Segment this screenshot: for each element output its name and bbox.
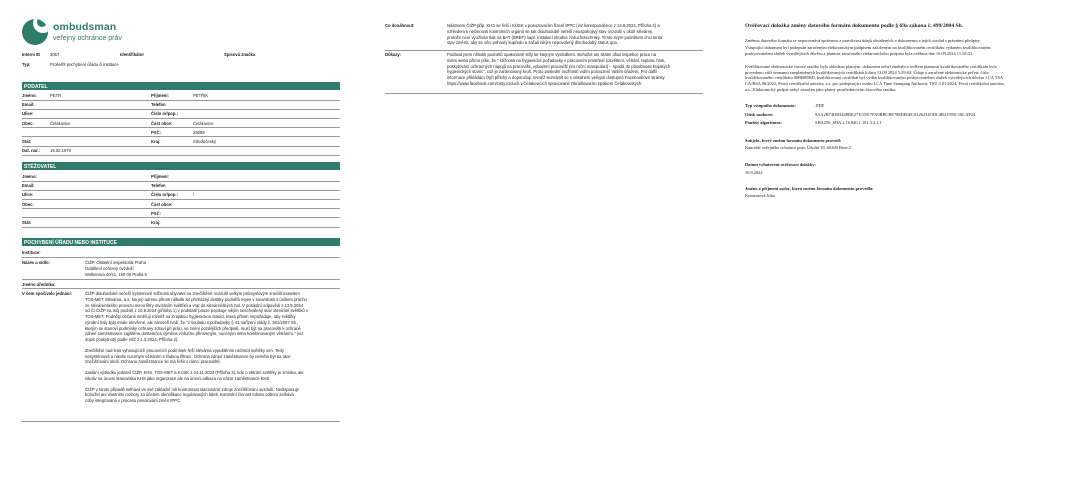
divider: [385, 50, 703, 51]
text-line: ČIŽP dlouhodobě nečeší systémově stížnosti obyvatel na znečištěné ovzduší velkým průmyslovým znečišťovatelem: [85, 291, 300, 296]
person-label: Jméno a příjmení osoby, která změnu formátu dokumentu provedla:: [745, 186, 874, 191]
conduct-paragraph: [85, 291, 345, 343]
divider: [385, 93, 703, 94]
conduct-label: V čem spočívalo jednání:: [22, 291, 73, 296]
ombudsman-logo-icon: [22, 19, 48, 45]
text-line: ze slévárenského provozu mimo filtry otvíráním světlíků a vrat do slévárenských hal. V poslední odpovědi z 13.9.2024: [85, 302, 304, 308]
field-value: 19.02.1976: [50, 148, 71, 154]
conduct-paragraph: [85, 370, 345, 382]
internal-id-label: Interní ID: [22, 52, 41, 57]
text-line: poskytování ochranných nápojů na pracovišti, vybavení pracovišť pro ruční manipulaci) – spadá do působnosti krajských: [447, 63, 671, 69]
field-label: Ulice:: [22, 111, 34, 117]
person-value: Komzarová Jitka: [745, 193, 775, 198]
field-label: Příjmení:: [151, 174, 169, 179]
field-value: /: [193, 192, 195, 198]
divider: [22, 257, 340, 258]
evidence-text: [447, 52, 703, 87]
verification-para-3: [745, 64, 1050, 93]
internal-id-value: 3057: [50, 52, 60, 57]
divider: [22, 155, 340, 156]
institution-name-label: Název a sídlo:: [22, 260, 50, 265]
field-label: Telefon: [151, 102, 166, 108]
file-mark-label: Spisová značka: [224, 52, 256, 57]
text-line: znečišťování okolí. Ochrana zaměstnance se má řešit v rámci pracoviště.: [85, 359, 221, 365]
fingerprint-value: 9AA2B74DB3448DE271C0917FA0BBCBE788DE6EC8126234ODC4B21595C18CAF24: [815, 112, 976, 117]
text-line: ČIŽP v tomto případě selhává ve své základní roli kontrolovat stacionární zdroje znečišťování ovzduší. Nedisponuje: [85, 386, 300, 392]
divider: [22, 288, 340, 289]
divider: [22, 190, 340, 191]
fingerprint-label: Otisk souboru:: [745, 112, 774, 117]
text-line: od ČI ČIŽP na můj podnět z 10.8.2024 (příloha 1) v podstatě pouze popisuje nikým neschválený stav otevírání světlíků v: [85, 308, 308, 314]
text-line: kvalifikovaného certifikátu 00BB0D8D, kvalifikovaný certifikát byl vydán kvalifikovaným poskytovatelem služeb vytvářejících důvěru I.CA TSA: [745, 75, 1004, 81]
verification-title: Ověřovací doložka změny datového formátu dokumentu podle § 69a zákona č. 499/2004 Sb.: [745, 23, 964, 29]
text-line: a.s.. Elektronický podpis nebyl označen jako platný prostřednictvím časového razítka.: [745, 86, 897, 92]
input-type-value: .PDF: [815, 103, 825, 108]
field-label: Příjmení:: [151, 93, 169, 98]
brand-title: ombudsman: [53, 21, 117, 34]
divider: [22, 136, 340, 137]
text-line: https://www.facebook.com/cisty.vzduch.v.Celakovicich spravované Okrašlovacím spolkem Čelákovických.: [447, 80, 643, 86]
text-line: Nástroem ČIŽP příp. KHS se řeší i KÚSK v posuzovacím řízení IPPC (viz korespondence z 13.8.2024, Příloha 4) a: [447, 23, 660, 28]
field-value: Středočeský: [193, 139, 217, 144]
text-line: coby integrovaná v procesu povolování změn IPPC.: [85, 398, 182, 403]
field-value: PETR: [50, 93, 62, 98]
subject-label: Subjekt, který změnu formátu dokumentu provedl:: [745, 138, 842, 143]
field-label: Číslo or/pop.:: [151, 192, 178, 198]
field-label: Jméno:: [22, 174, 37, 179]
verification-para-1: [745, 38, 1050, 44]
field-label: Stát:: [22, 139, 32, 144]
text-line: stav změnit, aby se věci pohnuly kupředu a začali nikým nepovolený dlouhodobý status quo.: [447, 40, 619, 46]
text-line: Změnou datového formátu se neporovnává správnost a pravdivost údajů obsažených v dokumentu a jejich soulad s právními předpisy.: [745, 38, 981, 43]
conduct-text: [85, 291, 345, 404]
institution-name-line: Oddělení ochrany ovzduší: [85, 265, 134, 271]
divider: [22, 181, 340, 182]
brand-subtitle: veřejný ochránce práv: [53, 34, 122, 42]
divider: [22, 118, 340, 119]
field-label: Dat. nar.:: [22, 148, 40, 154]
field-label: Obec:: [22, 120, 34, 126]
page-3: [720, 0, 1080, 500]
field-label: Telefon: [151, 183, 166, 189]
reached-label: Co dosáhnout:: [385, 23, 415, 28]
institution-name: [85, 260, 147, 277]
text-line: Zaslání výsledku jednání ČIŽP, KHS, TOS-MET a KÚSK z 24.11.2023 (Příloha 3), kde o větrání světlíky je zmínka, ale: [85, 370, 304, 375]
official-label: Jméno úředníka:: [22, 282, 56, 287]
input-type-label: Typ vstupního dokumentu:: [745, 103, 796, 108]
text-line: provedeno vůči seznamu zneplatněných kvalifikovaných certifikátů k datu 13.09.2024 5:59:04. Údaje o zaručené elektronické pečeti: číslo: [745, 69, 989, 75]
evidence-label: Důkazy:: [385, 52, 402, 57]
conduct-paragraph: [85, 348, 345, 365]
text-line: bohužel ani vlastními rozbory za účelem identifikace regulovaných látek. Kontrolní činnost tohoto odboru selhává: [85, 392, 294, 398]
date-label: Datum vyhotovení ověřovací doložky:: [745, 162, 816, 167]
text-line: nikoliv na úrovni stanoviska KHS jako organizace ale na úrovni odkazu na názor zaměstnance KHS.: [85, 375, 271, 381]
divider: [22, 421, 340, 422]
conduct-paragraph: [85, 387, 345, 404]
field-label: PSČ:: [151, 129, 162, 135]
field-label: Jméno:: [22, 93, 37, 98]
divider: [22, 199, 340, 200]
verification-para-2: [745, 45, 1050, 56]
field-value: 25088: [193, 129, 205, 135]
field-label: Kraj:: [151, 139, 161, 144]
algorithm-value: SHA256_SHA 2.16.840.1.101.3.4.2.1: [815, 120, 882, 125]
divider: [22, 100, 340, 101]
field-value: Čelákovice: [50, 120, 71, 126]
field-label: Obec:: [22, 201, 34, 207]
text-line: Kvalifikované elektronické časové razítko bylo shledáno platným, dokument nebyl změněn a ověření platnosti kvalifikovaného certifikátu bylo: [745, 64, 997, 69]
field-label: Část obce:: [151, 201, 173, 207]
type-value: Prošetřit pochybení úřadu či instituce: [50, 62, 119, 67]
subject-value: Kancelář veřejného ochránce práv, Údolní 39, 60200 Brno 2: [745, 145, 852, 150]
page-1: [0, 0, 360, 500]
text-line: Vstupující dokument byl podepsán zaručeným elektronickým podpisem založeným na kvalifikovaném certifikátu vydaném kvalifikovaným: [745, 45, 991, 50]
divider: [22, 208, 340, 209]
field-label: Stát:: [22, 220, 32, 225]
divider: [22, 217, 340, 218]
text-line: vzhledem k nečinnosti kontrolních orgánů se tak dlouhodobě neřeší neuspokojivý stav ovzduší v okolí slévárny,: [447, 28, 653, 34]
divider: [22, 227, 340, 228]
page-2: [360, 0, 720, 500]
field-label: Část obce:: [151, 120, 173, 126]
divider: [22, 279, 340, 280]
text-line: CA/RSA 06/2022, První certifikační autorita, a.s. pro podepisující osobu I.CA Time Stamping Authority TSU 3 01/2024, První certifikační autorita,: [745, 81, 1005, 87]
reached-text: [447, 23, 703, 46]
field-label: Číslo or/pop.:: [151, 111, 178, 117]
field-label: Ulice:: [22, 192, 34, 198]
identifier-label: Identifikátor: [120, 52, 144, 57]
text-line: svém webu přímo píše, že " stížnosti na hygienické požadavky v pracovním prostředí (osvětlení, větrání, teplota, hluk,: [447, 57, 666, 63]
text-line: kterým se stanoví podmínky ochrany zdraví při práci, ve znění pozdějších předpisů, musí být na pracovišti k ochraně: [85, 325, 301, 331]
section-podatel-title: PODATEL: [22, 82, 340, 90]
text-line: TOS-MET Slévárna, a.s. Na její adresu přitom několik let přicházejí desítky podnětů nejen v souvislosti s únikem prachu: [85, 296, 307, 302]
divider: [22, 109, 340, 110]
text-line: hygienických stanic", což je zarámovaný kruh. Proto poslední možností vidím posouzení Vaším úřadem. Pro další: [447, 69, 658, 75]
algorithm-label: Použitý algoritmus:: [745, 120, 782, 125]
field-value: Čelákovice: [193, 120, 214, 126]
text-line: poskytovatelem služeb vytvářejících důvěru a platnost zaručeného elektronického podpisu byla ověřena dne 16.09.2024 11:58:53.: [745, 50, 974, 56]
date-value: 16.9.2024: [745, 170, 763, 175]
divider: [22, 146, 340, 147]
field-label: Email:: [22, 183, 35, 189]
divider: [22, 127, 340, 128]
field-label: Kraj:: [151, 220, 161, 225]
text-line: dopis poskytnutý podle InfZ z 1.3.2024, Příloha 2).: [85, 337, 179, 342]
section-pochybeni-title: POCHYBENÍ ÚŘADU NEBO INSTITUCE: [22, 238, 340, 246]
field-value: PETŘÍK: [193, 93, 209, 98]
text-line: Znečištění nad limit vyhovujících pracovních podmínek řeší slévárna vypuštěním nečistot světlíky ven. Tedy: [85, 347, 284, 353]
text-line: TOS-MET. Podněty občané směřují rovněž na Krajskou hygienickou stanici, která přitom nepožaduje, aby světlíky: [85, 314, 296, 319]
ombudsman-logo: [22, 19, 122, 45]
text-line: výrobní haly byly trvale otevřené, ale zároveň tvrdí, že "v souladu s požadavky § 41 nařízení vlády č. 361/2007 Sb.,: [85, 319, 299, 325]
field-label: Email:: [22, 102, 35, 108]
text-line: nesystémově a nikoliv nuceným větráním s řádnou filtrací. Ochrana zdraví zaměstnance by neměla být na úkor: [85, 353, 291, 359]
field-label: PSČ:: [151, 210, 162, 216]
text-line: Podával jsem několik podnětů opakovaně stíly se stejným výsledkem. Bohužel ani Státní úřad inspekce práce na: [447, 52, 657, 57]
text-line: zdraví zaměstnance zajištěna dostatečná výměna vzduchu přirozeným, nuceným nebo kombinovaným větráním." (viz: [85, 331, 304, 337]
section-stezovatel-title: STĚŽOVATEL: [22, 162, 340, 170]
type-label: Typ:: [22, 62, 31, 67]
institution-name-line: Wolkerova 40/11, 160 00 Praha 6: [85, 271, 148, 277]
institution-label: Instituce:: [22, 250, 41, 255]
institution-name-line: ČIŽP, Oblastní inspektorát Praha: [85, 260, 146, 265]
text-line: informace přikládám čtyři přílohy a doporučují rovněž seznámit se s obsahem veřejně dostupné Facebookové stránky: [447, 75, 665, 80]
text-line: protože není využíván tlak na BAT (BREF) např. instalací vhodné vzduchotechniky. Tímto svým podnětem chci tento: [447, 34, 663, 40]
